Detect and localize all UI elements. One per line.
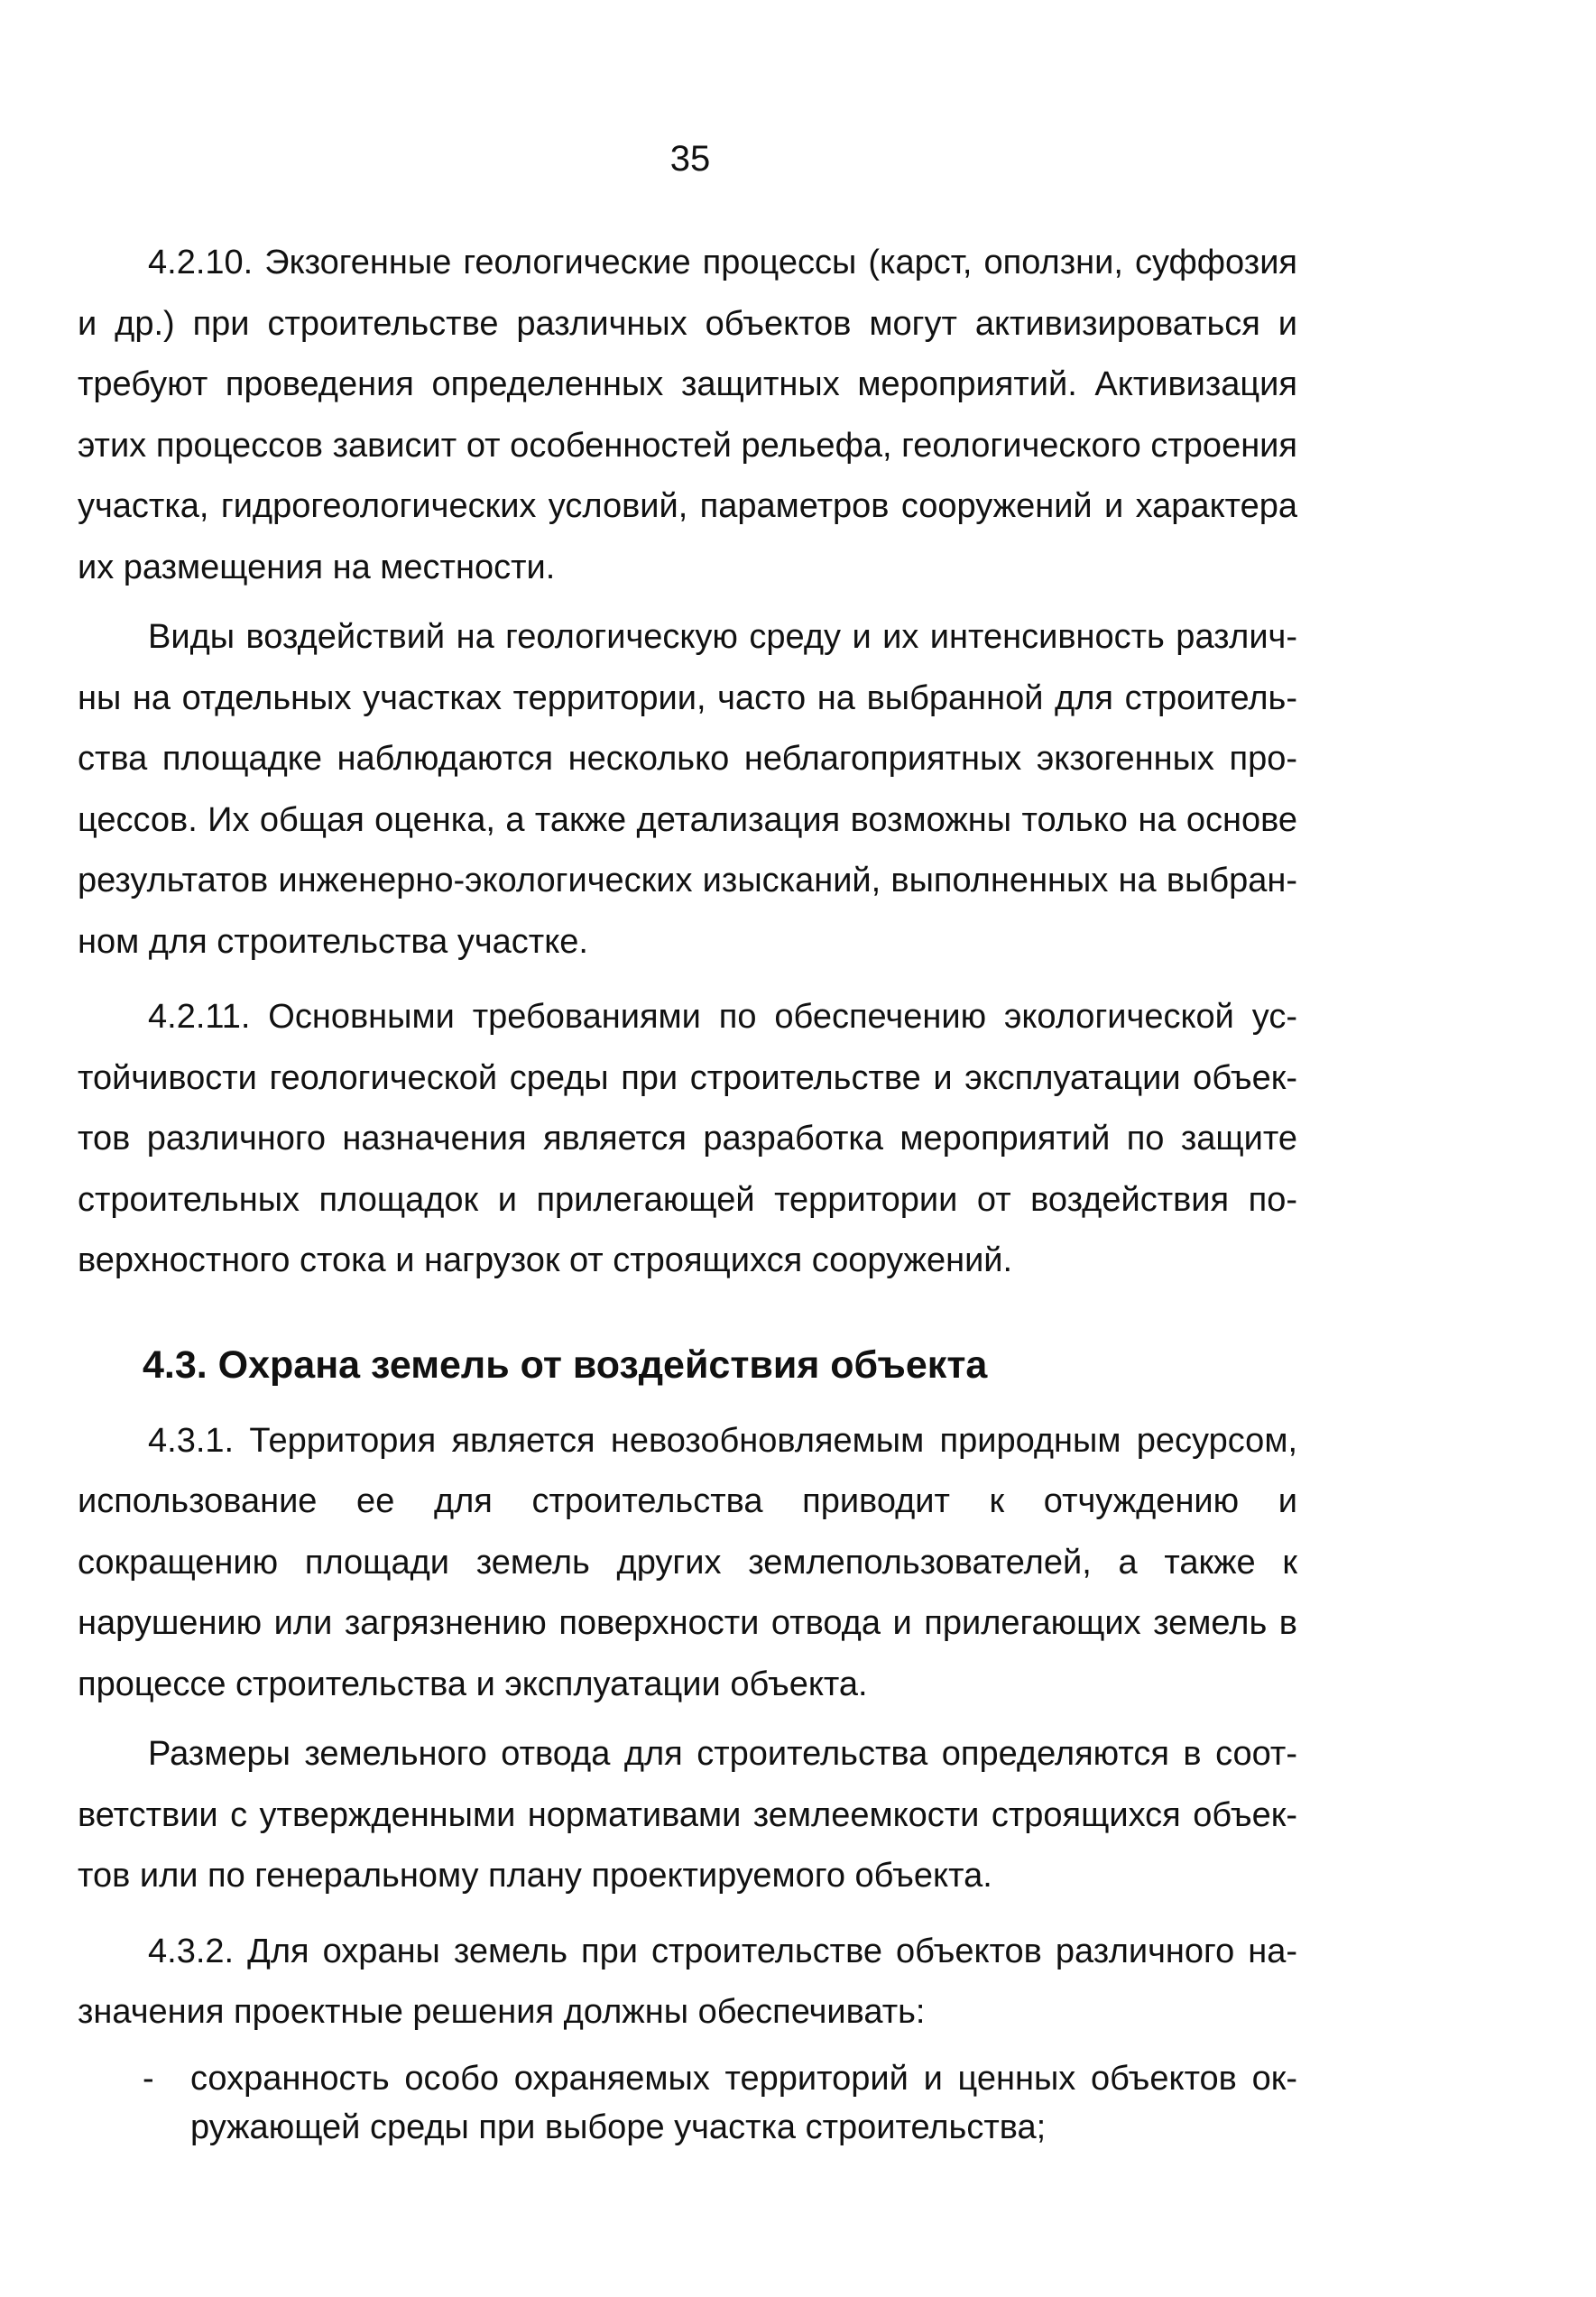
document-body [78, 233, 1297, 2152]
paragraph-impact-types: Виды воздействий на геологическую среду и их интенсивность различны на отдельных участках территории, часто на выбранной для строительства площадке наблюдаются несколько неблагоприятных экзогенных процессов. Их общая оценка, а также детализация возможны только на основе результатов инженерно-экологических изысканий, выполненных на выбранном для строительства участке. [78, 618, 1297, 961]
list-item-text: сохранность особо охраняемых территорий и ценных объектов окружающей среды при выборе участка строительства; [190, 2059, 1297, 2146]
paragraph-4-3-1: 4.3.1. Территория является невозобновляемым природным ресурсом, использование ее для строительства приводит к отчуждению и сокращению площади земель других землепользователей, а также к нарушению или загрязнению поверхности отвода и прилегающих земель в процессе строительства и эксплуатации объекта. [78, 1421, 1297, 1703]
paragraph-4-3-2: 4.3.2. Для охраны земель при строительстве объектов различного назначения проектные решения должны обеспечивать: [78, 1932, 1297, 2031]
paragraph-land-allotment: Размеры земельного отвода для строительства определяются в соответствии с утвержденными нормативами землеемкости строящихся объектов или по генеральному плану проектируемого объекта. [78, 1735, 1297, 1895]
paragraph-4-2-11: 4.2.11. Основными требованиями по обеспечению экологической устойчивости геологической среды при строительстве и эксплуатации объектов различного назначения является разработка мероприятий по защите строительных площадок и прилегающей территории от воздействия поверхностного стока и нагрузок от строящихся сооружений. [78, 998, 1297, 1279]
list-dash: - [143, 2059, 154, 2098]
section-heading-4-3: 4.3. Охрана земель от воздействия объекта [143, 1342, 988, 1387]
paragraph-4-2-10: 4.2.10. Экзогенные геологические процессы (карст, оползни, суффозия и др.) при строительстве различных объектов могут активизироваться и требуют проведения определенных защитных мероприятий. Активизация этих процессов зависит от особенностей рельефа, геологического строения участка, гидрогеологических условий, параметров сооружений и характера их размещения на местности. [78, 244, 1297, 586]
page-number: 35 [669, 139, 711, 179]
list-item [78, 2054, 1297, 2152]
